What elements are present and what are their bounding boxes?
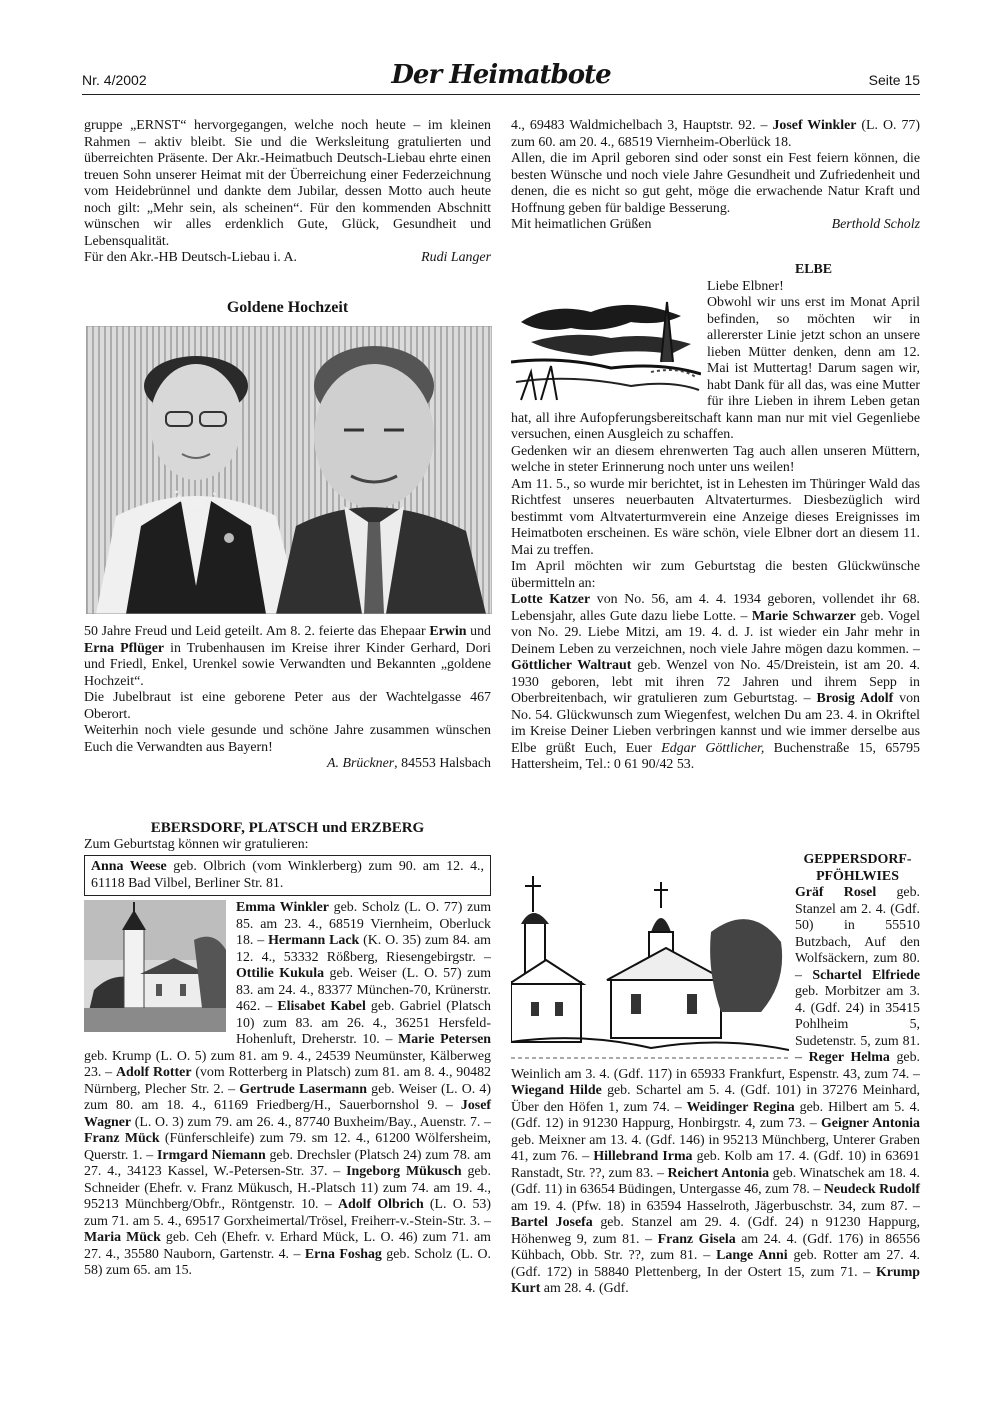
gp-text-3: geb. Schartel am 5. 4. (Gdf. 101) in 37276 Meinhard, Über den Höfen 1, zum 74. – <box>511 1083 920 1115</box>
gp-text-12: am 28. 4. (Gdf. <box>540 1281 629 1296</box>
eb-run-1 <box>236 933 491 965</box>
eb-text-6: geb. Weiser (L. O. 4) zum 80. am 18. 4., 61169 Friedberg/H., Sauerbornshol 9. – <box>84 1081 491 1113</box>
gp-name-1: Schartel Elfriede <box>812 967 921 983</box>
eb-name-2: Ottilie Kukula <box>236 966 325 981</box>
eb-name-6: Gertrude Lasermann <box>239 1081 367 1097</box>
golden-wedding-heading-wrap <box>84 300 491 317</box>
elbe-text-2: geb. Wenzel von No. 45/Dreistein, ist am 20. 4. 1930 geboren, lebt mit ihren 72 Jahren und ihrem Sepp in Oberbreitenbach, wir gratulieren zum Geburtstag. – <box>511 658 920 706</box>
gp-name-12: Krump Kurt <box>511 1264 920 1296</box>
intro-signature <box>84 250 491 267</box>
gp-text-1: geb. Morbitzer am 3. 4. (Gdf. 24) in 35415 Pohlheim 5, Sudetenstr. 5, zum 81. – <box>795 984 920 1065</box>
elbe-sign-rest: Buchenstraße 15, 65795 Hattersheim, Tel.: 0 61 90/42 53. <box>511 740 920 772</box>
eb-name-13: Erna Foshag <box>304 1246 382 1262</box>
geppersdorf-section <box>511 852 920 1298</box>
right-top-paragraph-2: Allen, die im April geboren sind oder sonst ein Fest feiern können, die besten Wünsche und noch viele Jahre Gesundheit und Zufriedenheit und denen, die es nicht so gut geht, möge die erwachende Natur Kraft und Hoffnung geben für baldige Besserung. <box>511 151 920 216</box>
church-photo <box>84 900 226 1032</box>
gp-name-10: Franz Gisela <box>657 1231 736 1247</box>
gh-text-b: und <box>466 624 491 639</box>
gh-text-c: in Trubenhausen im Kreise ihrer Kinder Gerhard, Dori und Friedl, Enkel, Urenkel sowie Verwandten und Bekannten „goldene Hochzeit“. <box>84 640 491 689</box>
gp-name-8: Neudeck Rudolf <box>823 1182 921 1197</box>
eb-text-0: geb. Scholz (L. O. 77) zum 85. am 23. 4., 68519 Viernheim, Oberluck 18. – <box>236 900 491 948</box>
eb-text-5: (vom Rotterberg in Platsch) zum 81. am 8. 4., 90482 Nürnberg, Plecher Str. 2. – <box>84 1065 491 1097</box>
eb-box-text: geb. Olbrich (vom Winklerberg) zum 90. am 12. 4., 61118 Bad Vilbel, Berliner Str. 81. <box>91 859 484 891</box>
gp-name-0: Gräf Rosel <box>795 885 877 900</box>
gp-text-2: geb. Weinlich am 3. 4. (Gdf. 117) in 65933 Frankfurt, Espenstr. 43, zum 74. – <box>511 1050 920 1082</box>
eb-text-12: geb. Ceh (Ehefr. v. Erhard Mück, L. O. 46) zum 71. am 27. 4., 35580 Nauborn, Gartenstr. 4. – <box>84 1230 491 1262</box>
eb-text-3: geb. Gabriel (Platsch 10) zum 83. am 26. 4., 36251 Hersfeld-Hohenluft, Dreherstr. 10. – <box>236 999 491 1047</box>
eb-name-9: Irmgard Niemann <box>157 1147 266 1163</box>
gh-paragraph-1 <box>84 624 491 690</box>
rt-text-c: (L. O. 77) zum 60. am 20. 4., 68519 Viernheim-Oberlück 18. <box>511 118 920 150</box>
right-top-paragraph-1 <box>511 118 920 151</box>
gp-name-11: Lange Anni <box>716 1248 788 1263</box>
eb-text-2: geb. Weiser (L. O. 57) zum 83. am 24. 4., 83377 München-70, Krünerstr. 462. – <box>236 966 491 1014</box>
gp-text-9: geb. Stanzel am 29. 4. (Gdf. 24) n 91230 Happurg, Höhenweg 9, zum 81. – <box>511 1215 920 1247</box>
masthead-logo: Der Heimatbote <box>391 60 611 90</box>
elbe-section <box>511 262 920 774</box>
elbe-name-3: Brosig Adolf <box>816 691 894 706</box>
page-header <box>82 62 920 95</box>
eb-text-9: geb. Drechsler (Platsch 24) zum 78. am 27. 4., 34123 Kassel, W.-Petersen-Str. 37. – <box>84 1147 492 1179</box>
eb-name-7: Josef Wagner <box>84 1098 491 1130</box>
eb-text-10: geb. Schneider (Ehefr. v. Franz Mükusch, H.-Platsch 11) zum 74. am 19. 4., 95213 Münchberg/Obfr., Röntgenstr. 10. – <box>84 1164 491 1212</box>
elbe-sign-name: Edgar Göttlicher, <box>661 740 765 756</box>
rt-text-a: 4., 69483 Waldmichelbach 3, Hauptstr. 92. – <box>511 118 773 133</box>
right-top <box>511 118 920 234</box>
eb-name-12: Maria Mück <box>84 1230 161 1245</box>
gh-text-a: 50 Jahre Freud und Leid geteilt. Am 8. 2. feierte das Ehepaar <box>84 624 430 639</box>
elbe-paragraph-4: Am 11. 5., so wurde mir berichtet, ist in Lehesten im Thüringer Wald das Richtfest unseres neuerbauten Altvaterturmes. Diesbezüglich wird bestimmt vom Altvaterturmverein eine Anzeige dieses Ereignisses im Heimatboten erscheinen. Es wäre schön, viele Elbner dort an diesem 11. Mai zu treffen. <box>511 476 920 558</box>
gp-text-0: geb. Stanzel am 2. 4. (Gdf. 50) in 55510 Butzbach, Auf den Wolfsäckern, zum 80. – <box>795 885 920 983</box>
rt-name: Josef Winkler <box>772 118 857 133</box>
gp-name-5: Geigner Antonia <box>821 1116 920 1131</box>
gp-text-4: geb. Hilbert am 5. 4. (Gdf. 12) in 91230 Happurg, Honbirgstr. 4, zum 73. – <box>511 1099 920 1131</box>
intro-sign-right: Rudi Langer <box>421 250 491 265</box>
page-number: Seite 15 <box>868 72 920 88</box>
gp-name-4: Weidinger Regina <box>686 1099 795 1115</box>
ebersdorf-section <box>84 820 491 1280</box>
chapel-drawing <box>511 872 789 1066</box>
elbe-name-1: Marie Schwarzer <box>751 608 856 624</box>
gp-name-9: Bartel Josefa <box>511 1215 593 1230</box>
gp-text-6: geb. Kolb am 17. 4. (Gdf. 10) in 63691 Ranstadt, Str. ??, zum 83. – <box>511 1149 920 1181</box>
elbe-name-0: Lotte Katzer <box>511 592 591 607</box>
golden-wedding-title: Goldene Hochzeit <box>226 299 349 316</box>
elbe-text-0: von No. 56, am 4. 4. 1934 geboren, vollendet ihr 68. Lebensjahr, alles Gute dazu liebe Lotte. – <box>511 592 920 624</box>
eb-name-11: Adolf Olbrich <box>337 1197 424 1212</box>
ebersdorf-intro: Zum Geburtstag können wir gratulieren: <box>84 836 309 852</box>
eb-name-8: Franz Mück <box>84 1131 160 1146</box>
gp-text-7: geb. Winatschek am 18. 4. (Gdf. 11) in 63654 Büdingen, Untergasse 46, zum 78. – <box>511 1165 921 1197</box>
elbe-name-2: Göttlicher Waltraut <box>511 658 632 673</box>
intro-paragraph: gruppe „ERNST“ hervorgegangen, welche noch heute – im kleinen Rahmen – aktiv bleibt. Sie und die Werksleitung gratulierten und überreichten Präsente. Der Akr.-Heimatbuch Deutsch-Liebau ehrte einen treuen Sohn unserer Heimat mit der Überreichung einer Federzeichnung vom Heidebrünnel und dankte dem Jubilar, dessen Motto auch heute noch gilt: „Mehr sein, als scheinen“. Für den kommenden Abschnitt wünschen wir alles erdenklich Gute, Glück, Gesundheit und Lebensqualität. <box>84 118 491 249</box>
eb-text-13: geb. Scholz (L. O. 58) zum 65. am 15. <box>84 1246 492 1278</box>
eb-name-10: Ingeborg Mükusch <box>346 1164 462 1179</box>
elbe-paragraph-2: Obwohl wir uns erst im Monat April befinden, so möchten wir in allererster Linie jetzt schon an unsere lieben Mütter denken, denn am 12. Mai ist Muttertag! Darum sagen wir, habt Dank für all das, was eine Mutter für ihre Lieben in ihrem Leben getan hat, all ihre Aufopferungsbereitschaft kann man nur mit viel Gegenliebe versuchen, einen Ausgleich zu schaffen. <box>511 295 920 442</box>
intro-sign-left: Für den Akr.-HB Deutsch-Liebau i. A. <box>84 250 297 265</box>
ebersdorf-highlight-box <box>84 855 491 896</box>
issue-number: Nr. 4/2002 <box>82 72 147 88</box>
golden-wedding-text <box>84 624 491 773</box>
eb-name-1: Hermann Lack <box>268 933 360 948</box>
gp-name-2: Reger Helma <box>808 1050 890 1065</box>
gh-name-erna: Erna Pflüger <box>84 640 165 656</box>
gp-text-10: am 24. 4. (Gdf. 176) in 86556 Kühbach, Obb. Str. ??, zum 81. – <box>511 1231 921 1263</box>
elbe-text-1: geb. Vogel von No. 29. Liebe Mitzi, am 19. 4. d. J. ist wieder ein Jahr mehr in Deinem Leben zu verzeichnen, noch viele Jahre mögen dazu kommen. – <box>511 608 920 657</box>
eb-text-11: (L. O. 53) zum 71. am 5. 4., 69517 Gorxheimertal/Trösel, Freiherr-v.-Stein-Str. 3. – <box>84 1197 491 1229</box>
elbe-paragraph-3: Gedenken wir an diesem ehrenwerten Tag auch allen unseren Müttern, welche in steter Erinnerung noch unter uns weilen! <box>511 443 920 475</box>
gh-name-erwin: Erwin <box>429 624 467 639</box>
left-intro <box>84 118 491 267</box>
eb-box-name: Anna Weese <box>91 859 167 874</box>
elbe-text-3: von No. 54. Glückwunsch zum Wiegenfest, welchen Du am 23. 4. in Okriftel im Kreise Deiner Lieben verbringen kannst und wie immer derselbe aus Elbe grüßt Euch, Euer <box>511 691 920 756</box>
gp-name-3: Wiegand Hilde <box>511 1083 602 1098</box>
gh-paragraph-3: Weiterhin noch viele gesunde und schöne Jahre zusammen wünschen Euch die Verwandten aus Bayern! <box>84 723 491 755</box>
rt-sign-right: Berthold Scholz <box>831 217 920 232</box>
elbe-greeting: Liebe Elbner! <box>707 278 784 294</box>
elbe-paragraph-5: Im April möchten wir zum Geburtstag die besten Glückwünsche übermitteln an: <box>511 559 920 591</box>
elbe-title: ELBE <box>794 262 833 277</box>
eb-name-3: Elisabet Kabel <box>277 999 366 1014</box>
gp-text-5: geb. Meixner am 13. 4. (Gdf. 146) in 95213 Münchberg, Unterer Graben 41, zum 76. – <box>511 1132 920 1164</box>
gh-sign-name: A. Brückner <box>327 756 395 771</box>
couple-photo <box>86 326 492 614</box>
gp-name-6: Hillebrand Irma <box>593 1149 693 1164</box>
gh-paragraph-2: Die Jubelbraut ist eine geborene Peter aus der Wachtelgasse 467 Oberort. <box>84 690 491 722</box>
geppersdorf-title: GEPPERSDORF-PFÖHLWIES <box>803 852 912 884</box>
elbe-birthdays <box>511 592 920 774</box>
gh-sign-rest: , 84553 Halsbach <box>394 756 491 771</box>
eb-text-4: geb. Krump (L. O. 5) zum 81. am 9. 4., 24539 Neumünster, Kälberweg 23. – <box>84 1048 491 1080</box>
ebersdorf-title: EBERSDORF, PLATSCH und ERZBERG <box>150 820 425 836</box>
eb-text-8: (Fünferschleife) zum 79. sm 12. 4., 61200 Wölfersheim, Querstr. 1. – <box>84 1131 491 1163</box>
rt-sign-left: Mit heimatlichen Grüßen <box>511 217 652 232</box>
eb-text-7: (L. O. 3) zum 79. am 26. 4., 87740 Buxheim/Bay., Auenstr. 7. – <box>131 1114 491 1130</box>
eb-name-5: Adolf Rotter <box>115 1065 192 1080</box>
gh-signature <box>84 756 491 773</box>
eb-name-0: Emma Winkler <box>236 900 329 915</box>
right-top-signature <box>511 217 920 234</box>
gp-text-11: geb. Rotter am 27. 4. (Gdf. 172) in 58840 Plettenberg, In der Ostert 15, zum 71. – <box>511 1248 920 1280</box>
eb-name-4: Marie Petersen <box>398 1032 491 1047</box>
gp-name-7: Reichert Antonia <box>667 1165 770 1181</box>
landscape-drawing <box>511 282 701 408</box>
eb-text-1: (K. O. 35) zum 84. am 12. 4., 53332 Rößberg, Riesengebirgstr. – <box>236 933 491 965</box>
gp-text-8: am 19. 4. (Pfw. 18) in 63594 Hasselroth, Jägerbuschstr. 34, zum 87. – <box>511 1198 920 1214</box>
